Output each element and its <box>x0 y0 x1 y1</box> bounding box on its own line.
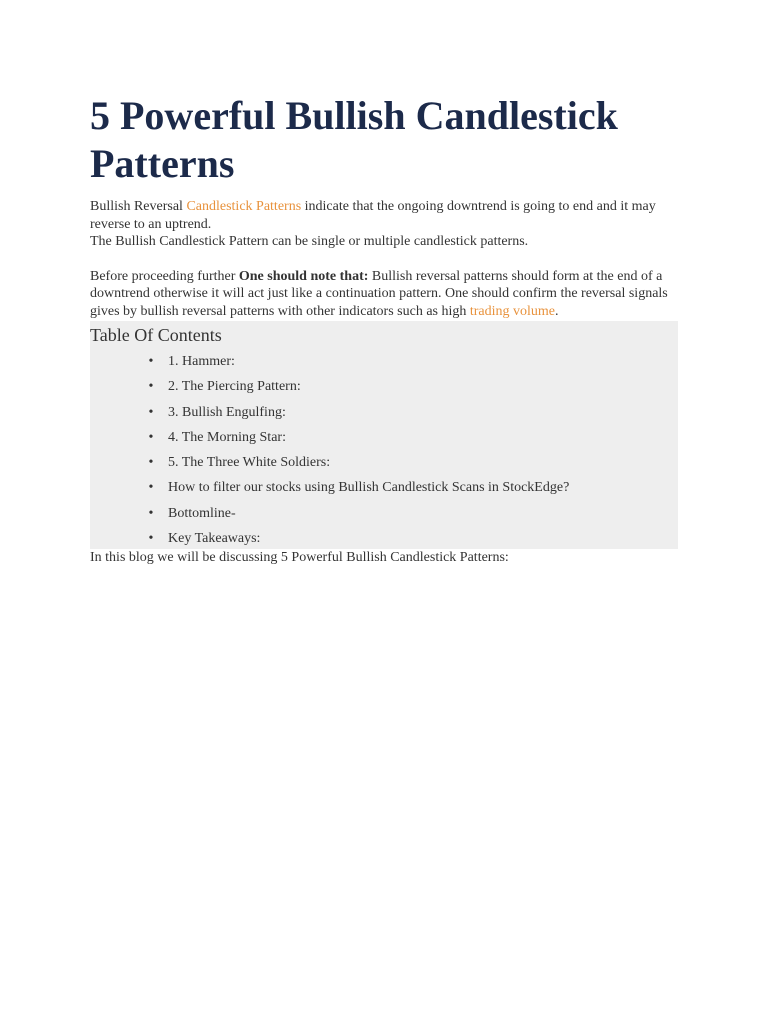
bullet-icon: • <box>148 531 154 547</box>
toc-item-piercing-pattern[interactable] <box>146 374 678 399</box>
toc-item-label: Bottomline- <box>168 505 236 521</box>
toc-item-bottomline[interactable] <box>146 501 678 526</box>
toc-item-hammer[interactable] <box>146 349 678 374</box>
toc-title: Table Of Contents <box>90 325 222 345</box>
note-text-after-bold: Bullish reversal patterns should form at the end of a downtrend otherwise it will act just like a continuation pattern. One should confirm the reversal signals gives by bullish reversal patterns with other indicators such as high <box>90 268 668 319</box>
article <box>90 92 680 567</box>
candlestick-patterns-link[interactable]: Candlestick Patterns <box>186 199 302 214</box>
toc-item-bullish-engulfing[interactable] <box>146 400 678 425</box>
toc-item-key-takeaways[interactable] <box>146 526 678 551</box>
toc-item-label: 5. The Three White Soldiers: <box>168 455 331 471</box>
note-text-end: . <box>555 303 559 319</box>
toc-item-label: How to filter our stocks using Bullish Candlestick Scans in StockEdge? <box>168 480 570 496</box>
bullet-icon: • <box>148 505 154 521</box>
note-bold-text: One should note that: <box>238 268 369 284</box>
bullet-icon: • <box>148 429 154 445</box>
table-of-contents <box>90 321 678 549</box>
toc-list <box>90 349 678 551</box>
bullet-icon: • <box>148 480 154 496</box>
toc-item-morning-star[interactable] <box>146 425 678 450</box>
bullet-icon: • <box>148 404 154 420</box>
intro-text-after-link: indicate that the ongoing downtrend is going to end and it may reverse to an uptrend. <box>90 199 656 232</box>
page-title: 5 Powerful Bullish Candlestick Patterns <box>90 93 618 186</box>
bullet-icon: • <box>148 354 154 369</box>
toc-item-label: 1. Hammer: <box>168 354 235 369</box>
toc-item-label: 3. Bullish Engulfing: <box>168 404 286 420</box>
single-multiple-paragraph: The Bullish Candlestick Pattern can be single or multiple candlestick patterns. <box>90 234 529 249</box>
toc-item-stockedge-scans[interactable] <box>146 475 678 500</box>
trading-volume-link[interactable]: trading volume <box>469 303 556 319</box>
bullet-icon: • <box>148 455 154 471</box>
toc-item-label: 2. The Piercing Pattern: <box>168 379 301 395</box>
note-text-before-bold: Before proceeding further <box>90 268 239 284</box>
toc-item-label: Key Takeaways: <box>168 531 261 547</box>
paragraph-spacer <box>90 251 680 268</box>
bullet-icon: • <box>148 379 154 395</box>
toc-item-label: 4. The Morning Star: <box>168 429 286 445</box>
intro-paragraph <box>90 198 680 233</box>
toc-item-three-white-soldiers[interactable] <box>146 450 678 475</box>
outro-paragraph: In this blog we will be discussing 5 Powerful Bullish Candlestick Patterns: <box>90 550 509 565</box>
intro-text-before-link: Bullish Reversal <box>90 199 187 214</box>
note-paragraph <box>90 268 680 321</box>
